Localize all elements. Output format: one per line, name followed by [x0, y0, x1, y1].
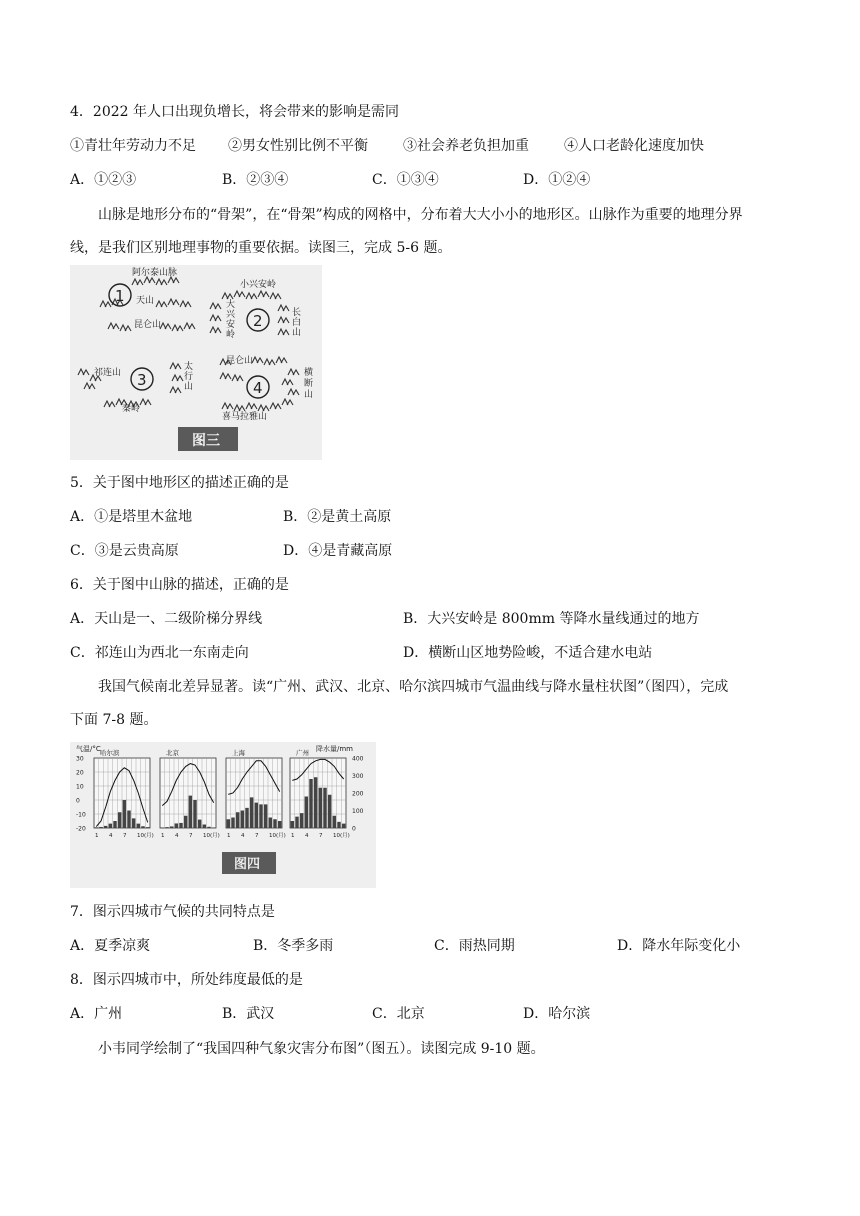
precip-bar: [269, 818, 272, 829]
figure-4-caption: 图四: [234, 857, 261, 872]
q8-option-b: B．武汉: [222, 1006, 275, 1022]
q5-option-c: C．③是云贵高原: [70, 543, 179, 559]
label-qilianshan: 祁连山: [94, 368, 122, 378]
precip-bar: [198, 820, 201, 828]
q5-option-d: D．④是青藏高原: [283, 543, 393, 559]
q4-option-a: A．①②③: [70, 172, 137, 188]
precip-tick-label: 300: [352, 773, 364, 780]
precip-bar: [231, 818, 234, 829]
figure-3-caption: 图三: [192, 433, 220, 449]
q8-option-c: C．北京: [372, 1006, 425, 1022]
label-tianshan: 天山: [136, 296, 155, 306]
precip-tick-label: 200: [352, 790, 364, 798]
label-changbaishan-1: 长: [292, 308, 302, 318]
precip-bar: [291, 821, 294, 828]
q8-option-a: A．广州: [70, 1006, 123, 1022]
precip-bar: [319, 788, 322, 828]
intro56-line1: 山脉是地形分布的“骨架”，在“骨架”构成的网格中，分布着大大小小的地形区。山脉作为重要的地理分界: [98, 207, 743, 223]
precip-bar: [295, 817, 298, 828]
temp-tick-label: 20: [76, 769, 84, 777]
label-qinling: 秦岭: [122, 404, 141, 414]
q4-option-c: C．①③④: [372, 172, 439, 188]
q7-stem: 7．图示四城市气候的共同特点是: [70, 904, 275, 920]
figure-3-mountain-map: [70, 265, 322, 460]
city-panel: [94, 748, 150, 828]
month-tick-label: 1: [161, 833, 165, 839]
precip-bar: [193, 800, 196, 828]
precip-bar: [165, 827, 168, 828]
month-tick-label: 1: [291, 833, 295, 839]
month-tick-label: 7: [319, 833, 323, 839]
precip-bar: [236, 812, 239, 828]
month-ticks: [95, 831, 350, 839]
q7-option-b: B．冬季多雨: [253, 938, 334, 954]
intro78-line2: 下面 7-8 题。: [70, 712, 158, 728]
q4-option-d: D．①②④: [523, 172, 591, 188]
q7-option-d: D．降水年际变化小: [617, 938, 741, 954]
temp-tick-label: -10: [76, 811, 86, 819]
mountain-chain-altai: [132, 277, 179, 285]
label-daxinganling-1: 大: [226, 300, 236, 310]
month-tick-label: 10(月): [333, 833, 350, 839]
label-hengduanshan-2: 断: [304, 379, 314, 389]
label-taihangshan-3: 山: [184, 382, 194, 392]
q4-stem: 4．2022 年人口出现负增长，将会带来的影响是需同: [70, 104, 399, 120]
label-himalaya: 喜马拉雅山: [222, 412, 268, 422]
month-tick-label: 7: [123, 833, 127, 839]
label-taihangshan-1: 太: [184, 362, 194, 372]
mountain-chain-changbaishan: [278, 305, 289, 335]
precip-bar: [264, 804, 267, 828]
precip-bar: [337, 822, 340, 828]
precip-bar: [175, 823, 178, 828]
q6-option-c: C．祁连山为西北一东南走向: [70, 645, 249, 661]
precip-bar: [255, 803, 258, 828]
city-panels: [94, 748, 346, 828]
month-tick-label: 10(月): [269, 833, 286, 839]
precip-bar: [123, 800, 126, 828]
precip-tick-label: 100: [352, 808, 364, 815]
mountain-chain-taihangshan: [170, 363, 183, 393]
precip-bar: [118, 812, 121, 828]
precip-bar: [305, 797, 308, 829]
month-tick-label: 10(月): [137, 833, 154, 839]
month-tick-label: 7: [189, 833, 193, 839]
precip-bar: [146, 827, 149, 828]
q5-stem: 5．关于图中地形区的描述正确的是: [70, 475, 289, 491]
precip-bar: [333, 816, 336, 828]
temp-tick-label: 10: [76, 783, 84, 791]
q4-statement-1: ①青壮年劳动力不足: [70, 138, 196, 154]
month-tick-label: 7: [255, 833, 259, 839]
precip-axis-label: 降水量/mm: [316, 745, 353, 753]
city-panel: [290, 748, 346, 828]
q6-option-a: A．天山是一、二级阶梯分界线: [70, 611, 263, 627]
precip-bar: [127, 811, 130, 829]
temp-tick-label: 30: [76, 755, 84, 763]
precip-bar: [207, 827, 210, 828]
precip-bar: [273, 819, 276, 828]
label-hengduanshan-3: 山: [304, 390, 314, 400]
precip-bar: [189, 796, 192, 828]
precip-bar: [113, 821, 116, 828]
city-name: 上海: [232, 749, 245, 757]
mountain-chain-daxinganling: [210, 303, 221, 333]
q7-option-c: C．雨热同期: [434, 938, 515, 954]
region-number-2: 2: [253, 312, 263, 330]
precip-tick-label: 400: [352, 755, 364, 763]
precip-bar: [141, 826, 144, 828]
label-taihangshan-2: 行: [184, 372, 194, 382]
q6-option-b: B．大兴安岭是 800mm 等降水量线通过的地方: [403, 611, 700, 627]
precip-bar: [259, 804, 262, 828]
precip-bar: [342, 824, 345, 828]
temp-axis-label: 气温/°C: [76, 745, 101, 753]
q7-option-a: A．夏季凉爽: [70, 938, 151, 954]
city-name: 哈尔滨: [100, 749, 120, 757]
q6-stem: 6．关于图中山脉的描述，正确的是: [70, 577, 289, 593]
label-kunlun-2: 昆仑山: [226, 356, 254, 366]
intro56-line2: 线，是我们区别地理事物的重要依据。读图三，完成 5-6 题。: [70, 240, 452, 256]
precip-bar: [250, 797, 253, 828]
precip-bar: [137, 824, 140, 828]
temp-ticks: [76, 756, 86, 833]
mountain-chain-west-4: [220, 373, 243, 381]
label-daxinganling-4: 岭: [226, 330, 236, 340]
precip-bar: [184, 816, 187, 828]
precip-bar: [99, 827, 102, 828]
region-number-1: 1: [115, 287, 125, 305]
month-tick-label: 1: [95, 833, 99, 839]
mountain-chain-xiaoxinganling: [222, 291, 281, 299]
label-daxinganling-2: 兴: [226, 310, 236, 320]
intro910-line1: 小韦同学绘制了“我国四种气象灾害分布图”（图五）。读图完成 9-10 题。: [98, 1041, 545, 1057]
precip-bar: [203, 825, 206, 829]
city-panel: [160, 748, 216, 828]
precip-bar: [309, 779, 312, 828]
precip-bar: [212, 827, 215, 828]
temp-tick-label: 0: [76, 797, 80, 805]
city-name: 北京: [166, 749, 179, 757]
mountain-chain-himalaya: [222, 403, 281, 411]
month-tick-label: 4: [241, 833, 245, 839]
region-number-3: 3: [137, 371, 147, 389]
precip-bar: [245, 808, 248, 828]
q4-statement-4: ④人口老龄化速度加快: [564, 138, 704, 154]
precip-bar: [278, 821, 281, 828]
q5-option-a: A．①是塔里木盆地: [70, 509, 193, 525]
q4-option-b: B．②③④: [222, 172, 289, 188]
label-kunlun-1: 昆仑山: [134, 320, 162, 330]
precip-bar: [328, 795, 331, 828]
label-altai: 阿尔泰山脉: [132, 268, 178, 278]
q6-option-d: D．横断山区地势险峻，不适合建水电站: [403, 645, 653, 661]
city-name: 广州: [296, 749, 309, 757]
label-daxinganling-3: 安: [226, 320, 236, 330]
label-xiaoxinganling: 小兴安岭: [240, 280, 277, 290]
label-changbaishan-3: 山: [292, 328, 302, 338]
precip-bar: [300, 813, 303, 828]
precip-bar: [104, 826, 107, 828]
precip-bar: [227, 819, 230, 828]
precip-bar: [314, 777, 317, 828]
label-hengduanshan-1: 横: [304, 368, 314, 378]
month-tick-label: 1: [227, 833, 231, 839]
precip-bar: [95, 827, 98, 828]
precip-bar: [241, 811, 244, 829]
precip-tick-label: 0: [352, 825, 356, 833]
region-number-4: 4: [253, 379, 263, 397]
precip-ticks: [352, 756, 364, 833]
temp-tick-label: -20: [76, 825, 86, 833]
q5-option-b: B．②是黄土高原: [283, 509, 392, 525]
q8-stem: 8．图示四城市中，所处纬度最低的是: [70, 972, 303, 988]
mountain-chain-hengduanshan: [282, 369, 299, 405]
q8-option-d: D．哈尔滨: [523, 1006, 591, 1022]
precip-bar: [323, 788, 326, 828]
precip-bar: [170, 826, 173, 828]
precip-bar: [179, 823, 182, 828]
month-tick-label: 4: [109, 833, 113, 839]
q4-statement-3: ③社会养老负担加重: [403, 138, 529, 154]
precip-bar: [132, 818, 135, 828]
precip-bar: [161, 827, 164, 828]
month-tick-label: 10(月): [203, 833, 220, 839]
intro78-line1: 我国气候南北差异显著。读“广州、武汉、北京、哈尔滨四城市气温曲线与降水量柱状图”（图四），完成: [98, 679, 729, 695]
figure-4-climate-charts: [70, 742, 376, 888]
label-changbaishan-2: 白: [292, 318, 302, 328]
q4-statement-2: ②男女性别比例不平衡: [228, 138, 368, 154]
month-tick-label: 4: [305, 833, 309, 839]
month-tick-label: 4: [175, 833, 179, 839]
city-panel: [226, 748, 282, 828]
precip-bar: [109, 824, 112, 828]
